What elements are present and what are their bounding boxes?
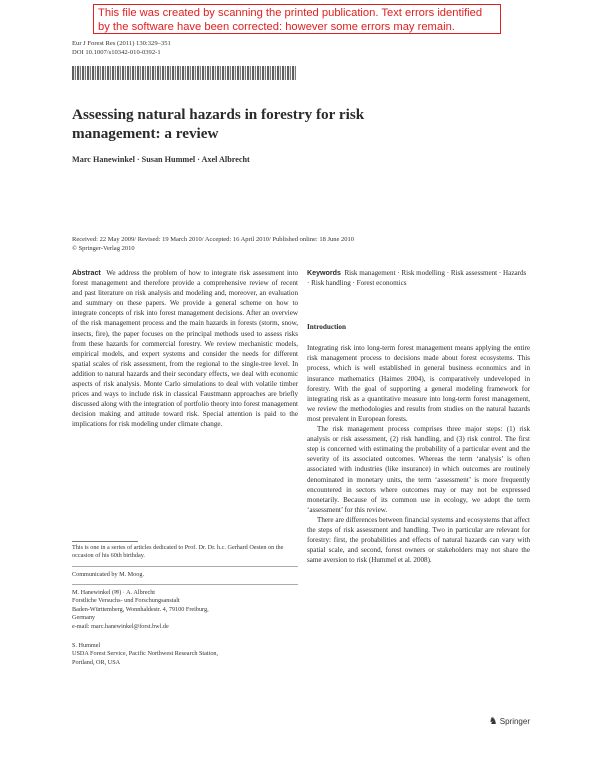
affiliation-2: [72, 642, 298, 667]
intro-paragraph-3: There are differences between financial systems and ecosystems that affect the steps of risk assessment and handling. Two in particular are relevant for forestry: first, the probabilities and effects of natural hazards can vary with spatial scale, and second, forest owners or stakeholders may not share the same aversion to risk (Hummel et al. 2008).: [307, 515, 530, 565]
publisher-mark: [489, 716, 530, 727]
affiliation-1-names: M. Hanewinkel (✉) · A. Albrecht: [72, 589, 156, 596]
copyright: © Springer-Verlag 2010: [72, 245, 135, 252]
author-list: Marc Hanewinkel · Susan Hummel · Axel Albrecht: [72, 155, 250, 164]
introduction-heading: Introduction: [307, 323, 347, 332]
affiliation-1-email[interactable]: e-mail: marc.hanewinkel@forst.bwl.de: [72, 622, 169, 630]
keywords-heading: Keywords: [307, 269, 341, 277]
footnote-divider-1: [72, 566, 298, 567]
communicated-note: Communicated by M. Moog.: [72, 571, 145, 578]
affiliation-2-org: USDA Forest Service, Pacific Northwest Research Station,: [72, 650, 219, 658]
right-column: [307, 268, 530, 565]
article-history: [72, 235, 532, 253]
footnote-divider-2: [72, 584, 298, 585]
abstract-text: We address the problem of how to integrate risk assessment into forest management and therefore provide a comprehensive review of recent and past literature on risk analysis and modeling and, moreover, an evaluation and summary on these papers. We provide a general scheme on how to integrate concepts of risk into forest management decisions. After an overview of the risk management process and the main hazards in forests (storm, snow, insects, fire), the paper focuses on the principal methods used to assess risks from these hazards for commercial forestry. We review mechanistic models, empirical models, and expert systems and consider the needs for different spatial scales of risk assessment, from the regional to the single-tree level. In addition to natural hazards and their secondary effects, we deal with economic aspects of risk analysis. Monte Carlo simulations to deal with volatile timber prices and ways to include risk in classical Faustmann approaches are briefly discussed along with the integration of portfolio theory into forest management decision making and attitude toward risk. Special attention is paid to the implications for risk modeling under climate change.: [72, 269, 299, 429]
affiliation-2-name: S. Hummel: [72, 642, 101, 649]
affiliation-1-country: Germany: [72, 614, 96, 622]
journal-citation: Eur J Forest Res (2011) 130:329–351: [72, 40, 171, 47]
scan-barcode-strip: [72, 66, 296, 80]
keywords: [307, 268, 530, 288]
affiliation-1-address: Baden-Württemberg, Wonnhaldestr. 4, 79100 Freiburg,: [72, 605, 209, 613]
article-title: Assessing natural hazards in forestry for risk management: a review: [72, 106, 365, 142]
journal-header: [72, 39, 171, 57]
affiliation-1-org: Forstliche Versuchs- und Forschungsanstalt: [72, 597, 180, 605]
affiliation-2-address: Portland, OR, USA: [72, 658, 121, 666]
footnote-rule: [72, 541, 138, 542]
keywords-text: Risk management · Risk modelling · Risk assessment · Hazards · Risk handling · Forest economics: [307, 269, 527, 288]
abstract: [72, 268, 298, 430]
history-dates: Received: 22 May 2009/ Revised: 19 March 2010/ Accepted: 16 April 2010/ Published online: 18 June 2010: [72, 236, 354, 243]
left-column: [72, 268, 298, 430]
publisher-name: Springer: [499, 717, 530, 726]
intro-paragraph-2: The risk management process comprises three major steps: (1) risk analysis or risk assessment, (2) risk handling, and (3) risk control. The first step is concerned with estimating the probability of a particular event and the severity of its associated outcomes. Whereas the term ‘analysis’ is often associated with industries (like insurance) in which outcomes are routinely denominated in monetary units, the term ‘assessment’ is more frequently encountered in sectors where outcomes may or may not be expressed monetarily. Because of its common use in ecology, we adopt the term ‘assessment’ for this review.: [307, 425, 530, 514]
abstract-heading: Abstract: [72, 269, 101, 277]
scan-notice-box: This file was created by scanning the printed publication. Text errors identified by the software have been corrected: however some errors may remain.: [93, 4, 501, 34]
doi[interactable]: DOI 10.1007/s10342-010-0392-1: [72, 49, 161, 56]
springer-horse-icon: ♞: [488, 716, 498, 727]
intro-paragraph-1: Integrating risk into long-term forest management means applying the entire risk management process to decisions made about forest ecosystems. This process, which is well established in general business economics and in insurance mathematics (Haimes 2004), is comparatively undeveloped in forestry. With the goal of supporting a general modeling framework for integrating risk as a quantitative measure into long-term forest management, we review the methodologies and results from studies on the natural hazards most prevalent in European forests.: [307, 344, 530, 423]
affiliation-1: [72, 589, 298, 631]
dedication-note: This is one in a series of articles dedicated to Prof. Dr. Dr. h.c. Gerhard Oesten on the occasion of his 60th birthday.: [72, 544, 284, 560]
